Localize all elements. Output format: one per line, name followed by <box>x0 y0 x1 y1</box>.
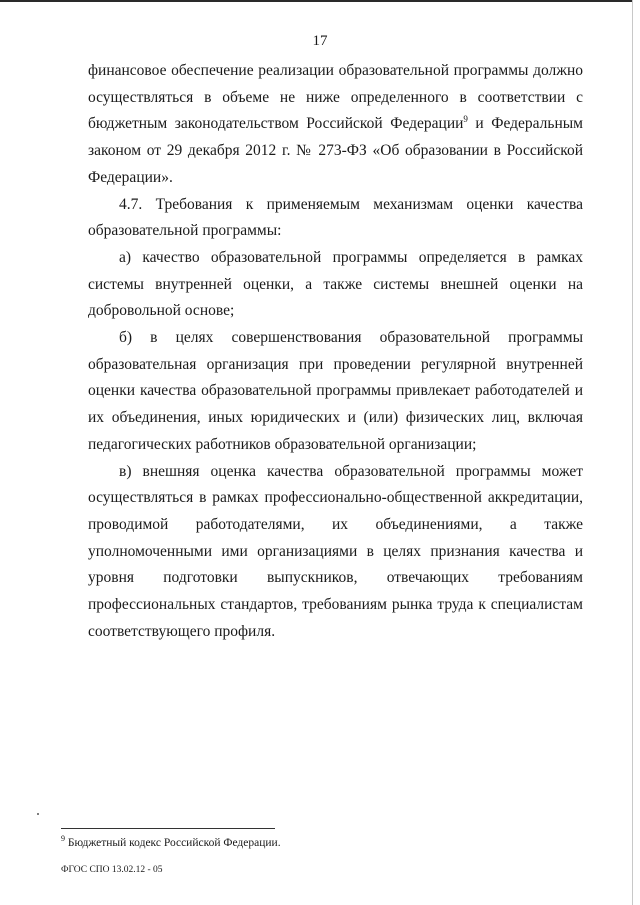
paragraph-funding <box>88 58 583 192</box>
paragraph-funding-text-1: финансовое обеспечение реализации образовательной программы должно осуществляться в объеме не ниже определенного в соответствии с бюджетным законодательством Российской Федерации <box>88 62 583 133</box>
top-border-line <box>0 0 632 2</box>
page-number: 17 <box>312 33 328 49</box>
scan-speck <box>37 813 39 815</box>
right-border-line <box>632 0 633 905</box>
document-body <box>88 58 583 645</box>
footnote-number: 9 <box>61 834 65 844</box>
paragraph-item-a: а) качество образовательной программы определяется в рамках системы внутренней оценки, а также системы внешней оценки на добровольной основе; <box>88 248 583 320</box>
footnote-separator <box>61 828 275 829</box>
footnote-text: Бюджетный кодекс Российской Федерации. <box>65 837 281 849</box>
document-code: ФГОС СПО 13.02.12 - 05 <box>61 865 163 875</box>
footnote-reference: 9 <box>463 114 468 125</box>
paragraph-funding-text-2: и Федеральным законом от 29 декабря 2012 г. № 273-ФЗ «Об образовании в Российской Федерации». <box>88 115 583 186</box>
paragraph-section-4-7: 4.7. Требования к применяемым механизмам оценки качества образовательной программы: <box>88 195 583 240</box>
paragraph-item-b: б) в целях совершенствования образовательной программы образовательная организация при проведении регулярной внутренней оценки качества образовательной программы привлекает работодателей и их объединения, иных юридических и (или) физических лиц, включая педагогических работников образовательной организации; <box>88 329 583 453</box>
paragraph-item-v: в) внешняя оценка качества образовательной программы может осуществляться в рамках профессионально-общественной аккредитации, проводимой работодателями, их объединениями, а также уполномоченными ими организациями в целях признания качества и уровня подготовки выпускников, отвечающих требованиям профессиональных стандартов, требованиям рынка труда к специалистам соответствующего профиля. <box>88 462 583 640</box>
footnote <box>61 836 281 850</box>
